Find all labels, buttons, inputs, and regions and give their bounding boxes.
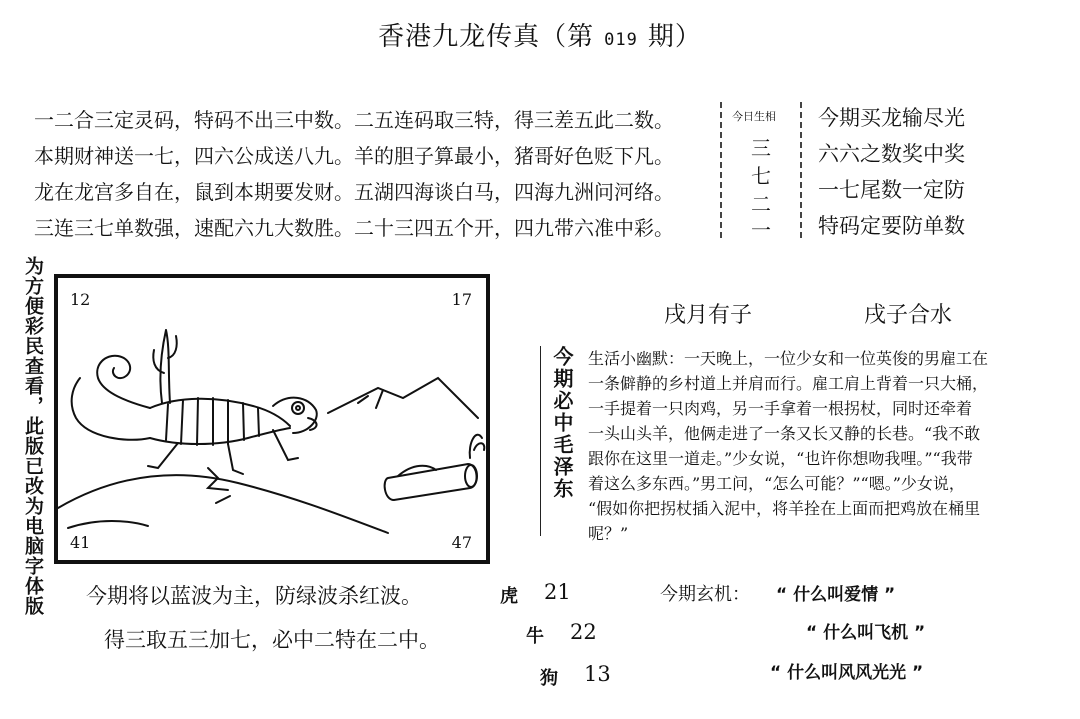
- joke-line: 跟你在这里一道走。”少女说，“也许你想吻我哩。”“我带: [588, 449, 973, 468]
- poem-line: 三连三七单数强，速配六九大数胜。二十三四五个开，四九带六准中彩。: [34, 216, 674, 240]
- title-prefix: 香港九龙传真（第: [378, 22, 595, 52]
- chameleon-illustration: [58, 278, 486, 560]
- corner-number: 17: [451, 290, 472, 309]
- zodiac-digit: 二: [751, 192, 771, 216]
- right-poem-line: 特码定要防单数: [818, 214, 965, 238]
- zodiac-digit: 一: [751, 218, 771, 242]
- poem-line: 一二合三定灵码，特码不出三中数。二五连码取三特，得三差五此二数。: [34, 108, 674, 132]
- corner-number: 41: [70, 533, 91, 552]
- riddle-label: 今期玄机：: [660, 584, 750, 605]
- must-win-box: [540, 346, 577, 536]
- right-poem-line: 六六之数奖中奖: [818, 142, 965, 166]
- joke-line: 一条僻静的乡村道上并肩而行。雇工肩上背着一只大桶，: [588, 374, 989, 393]
- right-poem: [818, 100, 965, 244]
- riddle-item: “ 什么叫风风光光 ”: [770, 663, 924, 683]
- poem-line: 龙在龙宫多自在，鼠到本期要发财。五湖四海谈白马，四海九洲问河络。: [34, 180, 674, 204]
- must-win-text: 今期必中毛泽东: [550, 346, 574, 500]
- bottom-line-2: 得三取五三加七，必中二特在二中。: [104, 628, 440, 652]
- joke-line: “假如你把拐杖插入泥中，将羊拴在上面而把鸡放在桶里: [588, 499, 981, 518]
- caption-right: 戌子合水: [864, 303, 953, 328]
- joke-line: 一头山头羊，他俩走进了一条又长又静的长巷。“我不敢: [588, 424, 981, 443]
- caption-left: 戌月有子: [664, 303, 753, 328]
- pick-animal: 虎: [500, 586, 518, 607]
- joke-line: 生活小幽默：一天晚上，一位少女和一位英俊的男雇工在: [588, 349, 989, 368]
- riddle-item: “ 什么叫爱情 ”: [776, 585, 896, 605]
- pick-animal: 狗: [540, 668, 558, 689]
- pick-animal: 牛: [526, 626, 544, 647]
- corner-number: 12: [70, 290, 91, 309]
- vertical-note: 为方便彩民查看，此版已改为电脑字体版: [22, 256, 44, 616]
- zodiac-column: [720, 100, 802, 240]
- zodiac-digit: 七: [751, 164, 771, 188]
- title-suffix: 期）: [647, 22, 702, 52]
- poem-line: 本期财神送一七，四六公成送八九。羊的胆子算最小，猪哥好色贬下凡。: [34, 144, 674, 168]
- pick-number: 22: [570, 620, 597, 644]
- issue-number: 019: [604, 30, 638, 50]
- bottom-line-1: 今期将以蓝波为主，防绿波杀红波。: [86, 584, 422, 608]
- right-poem-line: 今期买龙输尽光: [818, 106, 965, 130]
- pick-number: 21: [544, 580, 571, 604]
- zodiac-label: 今日生相: [732, 110, 776, 123]
- joke-line: 着这么多东西。”男工问，“怎么可能？”“嗯。”少女说，: [588, 474, 965, 493]
- joke-line: 呢？”: [588, 524, 629, 543]
- riddle-item: “ 什么叫飞机 ”: [806, 623, 926, 643]
- corner-number: 47: [451, 533, 472, 552]
- zodiac-digit: 三: [751, 136, 771, 160]
- right-poem-line: 一七尾数一定防: [818, 178, 965, 202]
- joke-paragraph: [588, 346, 1076, 546]
- pick-number: 13: [584, 662, 611, 686]
- cartoon-panel: [54, 274, 490, 564]
- joke-line: 一手提着一只肉鸡，另一手拿着一根拐杖，同时还牵着: [588, 399, 973, 418]
- main-poem: [34, 102, 674, 246]
- page-title: [0, 16, 1080, 53]
